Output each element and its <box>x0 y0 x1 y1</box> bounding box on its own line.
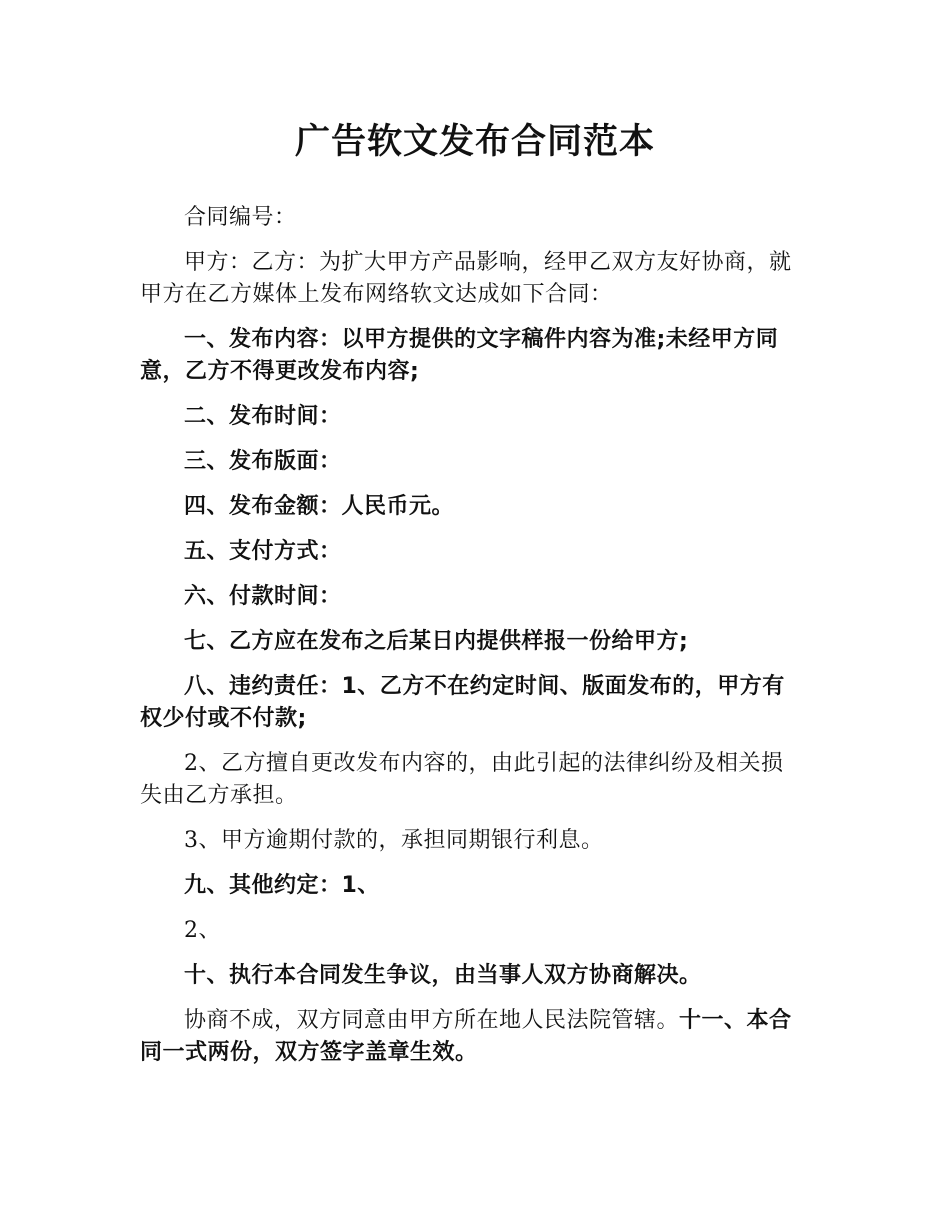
document-title: 广告软文发布合同范本 <box>294 122 655 162</box>
clause-4-amount: 四、发布金额：人民币元。 <box>184 494 455 519</box>
clause-11-effect: 十一、本合同一式两份，双方签字盖章生效。 <box>140 1008 792 1065</box>
clause-6-payment-time: 六、付款时间： <box>184 584 342 609</box>
clause-7-sample: 七、乙方应在发布之后某日内提供样报一份给甲方; <box>184 629 689 654</box>
clause-10-dispute: 十、执行本合同发生争议，由当事人双方协商解决。 <box>184 963 702 988</box>
clause-9-item-2: 2、 <box>184 918 221 943</box>
closing-normal-text: 协商不成，双方同意由甲方所在地人民法院管辖。 <box>184 1008 680 1033</box>
clause-5-payment-method: 五、支付方式： <box>184 539 342 564</box>
clause-9-other: 九、其他约定：1、 <box>184 873 380 898</box>
document-body <box>140 202 800 1082</box>
contract-number: 合同编号： <box>184 205 297 230</box>
clause-3-layout: 三、发布版面： <box>184 449 342 474</box>
clause-2-time: 二、发布时间： <box>184 404 342 429</box>
clause-8-item-3: 3、甲方逾期付款的，承担同期银行利息。 <box>184 828 604 853</box>
closing-paragraph <box>140 1005 800 1069</box>
clause-8-liability: 八、违约责任：1、乙方不在约定时间、版面发布的，甲方有权少付或不付款; <box>140 674 785 731</box>
preamble: 甲方：乙方：为扩大甲方产品影响，经甲乙双方友好协商，就甲方在乙方媒体上发布网络软文达成如下合同： <box>140 250 792 307</box>
clause-8-item-2: 2、乙方擅自更改发布内容的，由此引起的法律纠纷及相关损失由乙方承担。 <box>140 751 784 808</box>
clause-1-content: 一、发布内容：以甲方提供的文字稿件内容为准;未经甲方同意，乙方不得更改发布内容; <box>140 327 779 384</box>
